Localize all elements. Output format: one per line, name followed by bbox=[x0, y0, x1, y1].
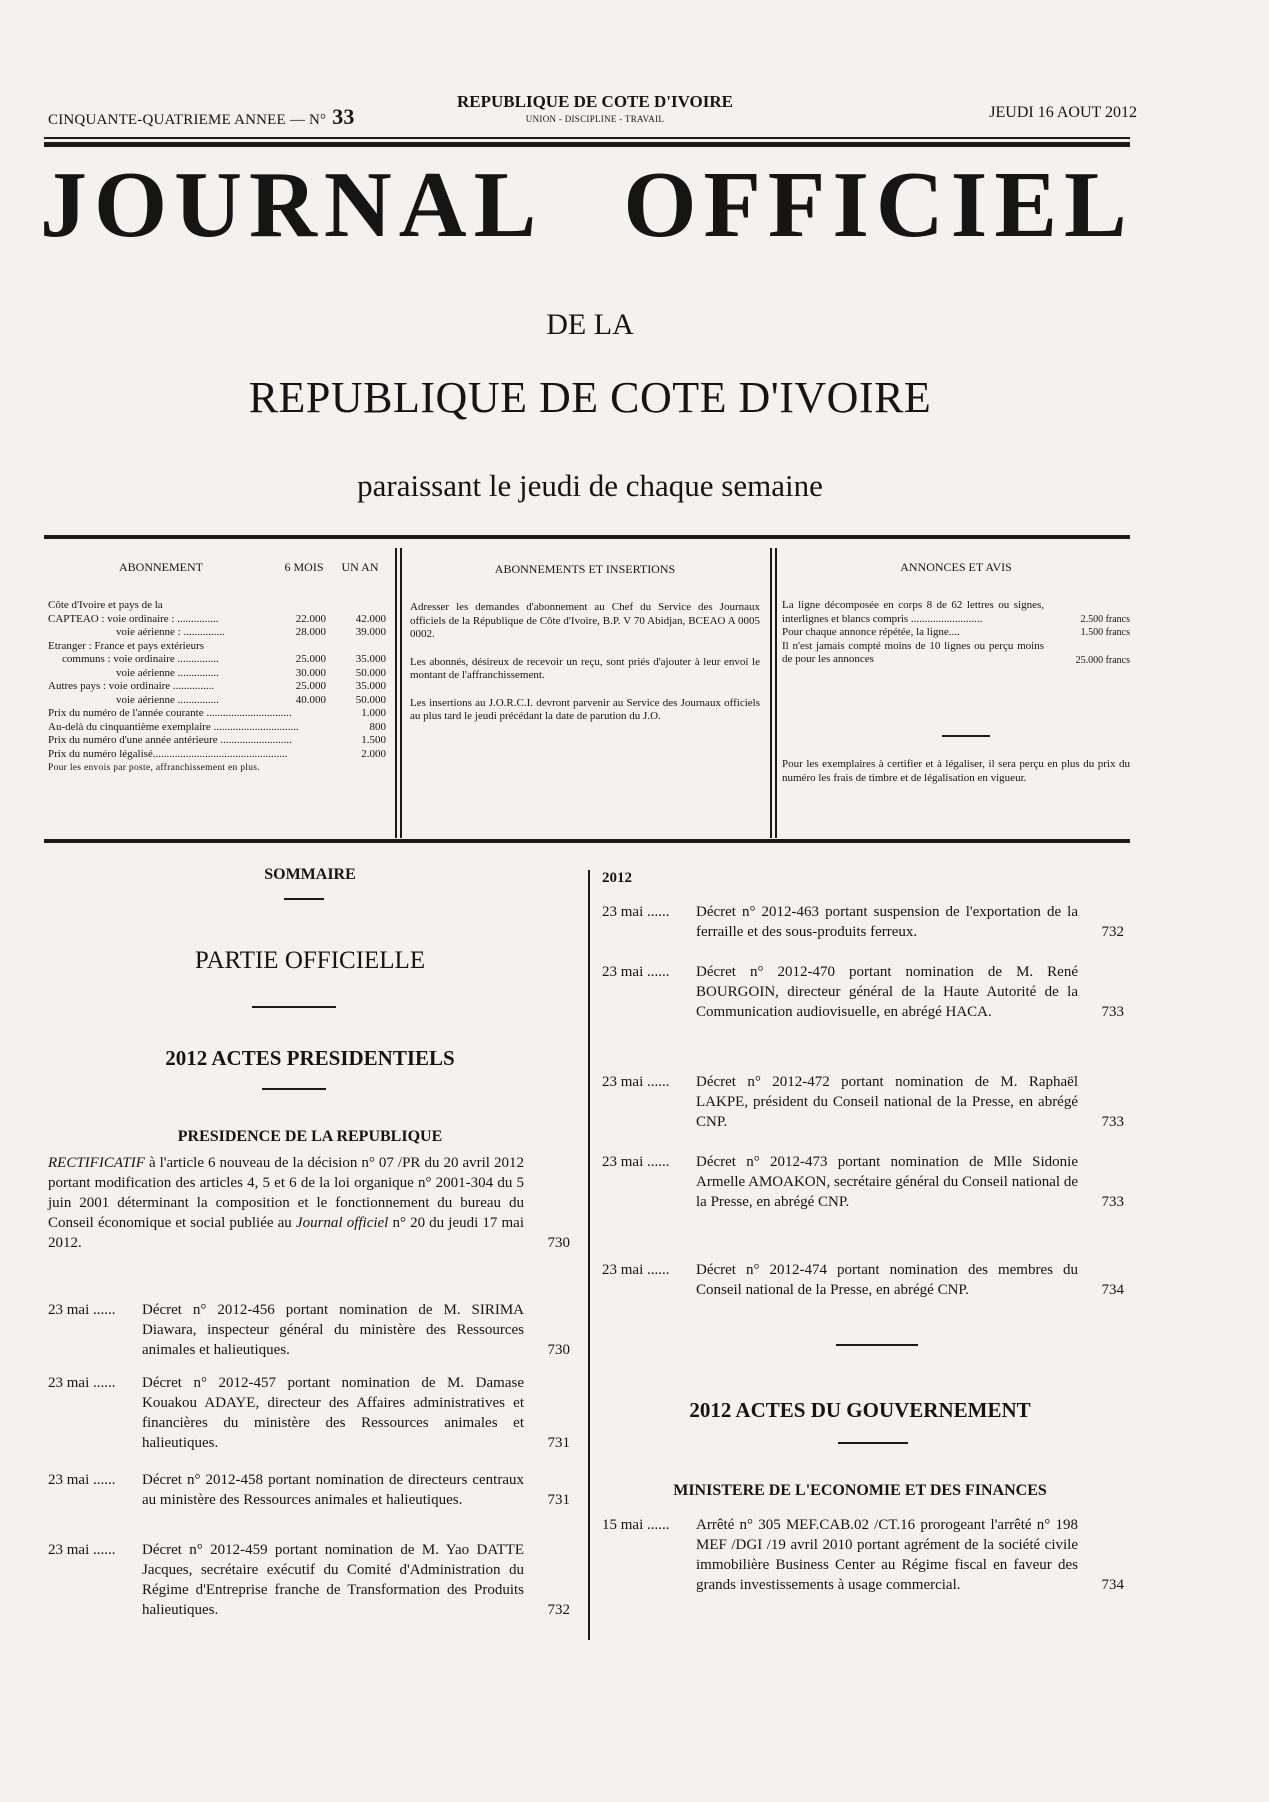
insertions-heading: ABONNEMENTS ET INSERTIONS bbox=[494, 562, 676, 576]
edition-line bbox=[48, 104, 355, 130]
subscription-rates bbox=[48, 613, 386, 762]
masthead-frequency: paraissant le jeudi de chaque semaine bbox=[357, 468, 823, 503]
box-divider-2a bbox=[770, 548, 772, 838]
insertions-paragraph-address: Adresser les demandes d'abonnement au Chef du Service des Journaux officiels de la République de Côte d'Ivoire, B.P. V 70 Abidjan, BCEAO A 0005 0002. bbox=[410, 601, 760, 640]
masthead-title bbox=[40, 153, 1134, 257]
masthead-country: REPUBLIQUE DE COTE D'IVOIRE bbox=[248, 373, 932, 422]
rate-row: communs : voie ordinaire ............... 25.000 35.000 bbox=[62, 653, 386, 665]
box-top-rule bbox=[44, 535, 1130, 539]
decree-entry: 23 mai ...... Décret n° 2012-470 portant nomination de M. René BOURGOIN, directeur général de la Haute Autorité de la Communication audiovisuelle, en abrégé HACA. 733 bbox=[602, 964, 1124, 1020]
annonces-column bbox=[782, 560, 1130, 784]
sommaire-rule bbox=[284, 898, 324, 900]
rate-row: CAPTEAO : voie ordinaire : ............... 22.000 42.000 bbox=[48, 612, 386, 625]
subscription-column bbox=[48, 560, 386, 773]
decree-entry: 23 mai ...... Décret n° 2012-463 portant suspension de l'exportation de la ferraille et des sous-produits ferreux. 732 bbox=[602, 904, 1124, 940]
national-motto: UNION - DISCIPLINE - TRAVAIL bbox=[525, 114, 665, 124]
page-number: 731 bbox=[547, 1435, 570, 1451]
page-number: 730 bbox=[547, 1342, 570, 1358]
legalisation-note: Pour les exemplaires à certifier et à légaliser, il sera perçu en plus du prix du numéro les frais de timbre et de légalisation en vigueur. bbox=[782, 758, 1130, 784]
ministere-heading: MINISTERE DE L'ECONOMIE ET DES FINANCES bbox=[673, 1482, 1047, 1499]
rate-row: Etranger : France et pays extérieurs bbox=[48, 639, 205, 652]
presidence-heading: PRESIDENCE DE LA REPUBLIQUE bbox=[177, 1128, 443, 1145]
annonce-rate-line: La ligne décomposée en corps 8 de 62 lettres ou signes, interlignes et blancs compris .......................... 2.500 francs bbox=[782, 599, 1130, 625]
page-number: 733 bbox=[1101, 1114, 1124, 1130]
insertions-paragraph-receipt: Les abonnés, désireux de recevoir un reçu, sont priés d'ajouter à leur envoi le montant de l'affranchissement. bbox=[410, 655, 760, 681]
price-row: Au-delà du cinquantième exemplaire ............................... 800 bbox=[48, 720, 386, 733]
insertions-paragraph-deadline: Les insertions au J.O.R.C.I. devront parvenir au Service des Journaux officiels au plus tard le jeudi précédant la date de parution du J.O. bbox=[410, 696, 760, 722]
decree-entry: 23 mai ...... Décret n° 2012-456 portant nomination de M. SIRIMA Diawara, inspecteur général du ministère des Ressources animales et halieutiques. 730 bbox=[48, 1302, 570, 1358]
sommaire-title: SOMMAIRE bbox=[264, 866, 356, 883]
page-number: 734 bbox=[1101, 1577, 1124, 1593]
masthead-word-journal: JOURNAL bbox=[40, 153, 544, 257]
postal-note: Pour les envois par poste, affranchissement en plus. bbox=[48, 763, 260, 773]
price-row: Prix du numéro d'une année antérieure .......................... 1.500 bbox=[48, 734, 386, 746]
rate-row: voie aérienne ............... 40.000 50.000 bbox=[116, 693, 386, 706]
page-number: 731 bbox=[547, 1492, 570, 1508]
header-rule-thick bbox=[44, 142, 1130, 147]
decree-entry: 23 mai ...... Décret n° 2012-474 portant nomination des membres du Conseil national de la Presse, en abrégé CNP. 734 bbox=[602, 1262, 1124, 1298]
republic-header bbox=[430, 92, 760, 124]
republic-name: REPUBLIQUE DE COTE D'IVOIRE bbox=[457, 92, 733, 111]
column-divider bbox=[588, 870, 590, 1640]
page-number: 730 bbox=[547, 1235, 570, 1251]
page-number: 732 bbox=[547, 1602, 570, 1618]
decree-entry: 23 mai ...... Décret n° 2012-472 portant nomination de M. Raphaël LAKPE, président du Conseil national de la Presse, en abrégé CNP. 733 bbox=[602, 1074, 1124, 1130]
annonce-rate-minimum: Il n'est jamais compté moins de 10 lignes ou perçu moins de pour les annonces 25.000 francs bbox=[782, 639, 1130, 666]
actes-gouv-rule bbox=[838, 1442, 908, 1444]
col-6mois-heading: 6 MOIS bbox=[284, 560, 324, 574]
rectificatif-lead: RECTIFICATIF bbox=[48, 1155, 145, 1171]
box-divider-1b bbox=[400, 548, 402, 838]
rate-row: voie aérienne ............... 30.000 50.000 bbox=[116, 666, 386, 679]
masthead-de-la: DE LA bbox=[546, 308, 634, 341]
box-divider-1a bbox=[395, 548, 397, 838]
actes-gouvernement-heading: 2012 ACTES DU GOUVERNEMENT bbox=[689, 1398, 1031, 1422]
partie-officielle: PARTIE OFFICIELLE bbox=[194, 947, 426, 974]
right-section-rule bbox=[836, 1344, 918, 1346]
page-number: 734 bbox=[1101, 1282, 1124, 1298]
right-year-heading: 2012 bbox=[602, 870, 632, 886]
issue-date: JEUDI 16 AOUT 2012 bbox=[989, 104, 1137, 121]
rate-row: voie aérienne : ............... 28.000 39.000 bbox=[116, 626, 386, 638]
subscription-header-row bbox=[48, 560, 386, 575]
header-rule-thin bbox=[44, 137, 1130, 139]
rate-row: Autres pays : voie ordinaire ............... 25.000 35.000 bbox=[48, 680, 386, 692]
box-divider-2b bbox=[775, 548, 777, 838]
decree-entry: 23 mai ...... Décret n° 2012-459 portant nomination de M. Yao DATTE Jacques, secrétaire exécutif du Comité d'Administration du Régime d'Entreprise franche de Transformation des Produits halieutiques. 732 bbox=[48, 1542, 570, 1618]
box-bottom-rule bbox=[44, 839, 1130, 843]
subscription-heading: ABONNEMENT bbox=[119, 560, 203, 574]
arrete-entry: 15 mai ...... Arrêté n° 305 MEF.CAB.02 /CT.16 prorogeant l'arrêté n° 198 MEF /DGI /19 avril 2010 portant agrément de la société civile immobilière Business Center au Régime fiscal en faveur des grands investissements à usage commercial. 734 bbox=[602, 1517, 1124, 1593]
page-number: 733 bbox=[1101, 1004, 1124, 1020]
annonces-heading: ANNONCES ET AVIS bbox=[900, 560, 1012, 574]
insertions-column bbox=[410, 562, 760, 724]
actes-presidentiels-heading: 2012 ACTES PRESIDENTIELS bbox=[165, 1046, 455, 1070]
annonce-rate-repeat: Pour chaque annonce répétée, la ligne.... 1.500 francs bbox=[782, 626, 1130, 638]
actes-pres-rule bbox=[262, 1088, 326, 1090]
decree-entry: 23 mai ...... Décret n° 2012-458 portant nomination de directeurs centraux au ministère des Ressources animales et halieutiques. 731 bbox=[48, 1472, 570, 1508]
rectificatif-entry: RECTIFICATIF à l'article 6 nouveau de la décision n° 07 /PR du 20 avril 2012 portant modification des articles 4, 5 et 6 de la loi organique n° 2001-304 du 5 juin 2001 déterminant la composition et le fonctionnement du bureau du Conseil économique et social publiée au Journal officiel n° 20 du jeudi 17 mai 2012. 730 bbox=[48, 1155, 570, 1251]
price-row: Prix du numéro de l'année courante ............................... 1.000 bbox=[48, 707, 386, 719]
page-number: 732 bbox=[1101, 924, 1124, 940]
edition-label: CINQUANTE-QUATRIEME ANNEE — N° bbox=[48, 112, 327, 128]
decree-entry: 23 mai ...... Décret n° 2012-457 portant nomination de M. Damase Kouakou ADAYE, directeur des Affaires administratives et financières du ministère des Ressources animales et halieutiques. 731 bbox=[48, 1375, 570, 1451]
page-number: 733 bbox=[1101, 1194, 1124, 1210]
partie-rule bbox=[252, 1006, 336, 1008]
decree-entry: 23 mai ...... Décret n° 2012-473 portant nomination de Mlle Sidonie Armelle AMOAKON, secrétaire général du Conseil national de la Presse, en abrégé CNP. 733 bbox=[602, 1154, 1124, 1210]
price-row: Prix du numéro légalisé................................................. 2.000 bbox=[48, 747, 386, 760]
issue-number: 33 bbox=[332, 104, 355, 129]
masthead-word-officiel: OFFICIEL bbox=[623, 153, 1134, 257]
col-unan-heading: UN AN bbox=[341, 560, 379, 574]
subscription-intro: Côte d'Ivoire et pays de la bbox=[48, 599, 163, 611]
annonces-divider bbox=[942, 735, 990, 737]
